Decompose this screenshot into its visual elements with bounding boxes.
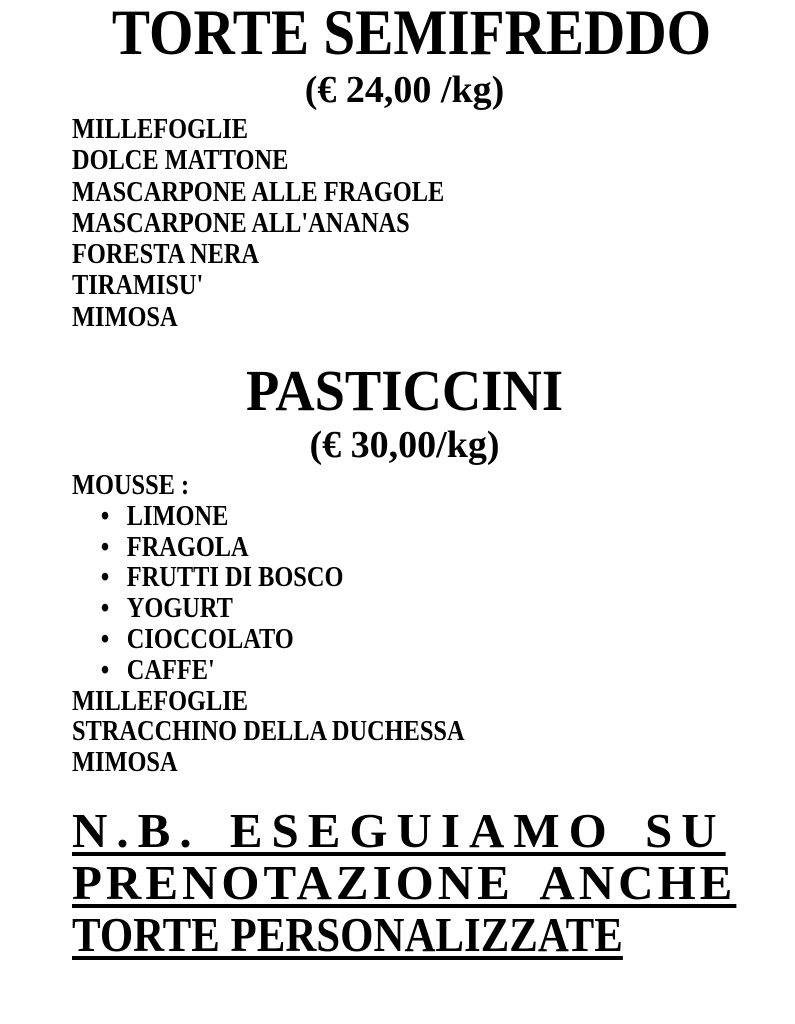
menu-item-bulleted	[72, 502, 651, 533]
note-line	[72, 857, 737, 909]
menu-item-bulleted	[72, 594, 651, 625]
menu-item: MILLEFOGLIE	[72, 685, 248, 717]
menu-item-label: CIOCCOLATO	[126, 624, 294, 656]
bullet-icon: •	[100, 500, 110, 532]
bullet-icon: •	[100, 654, 110, 686]
menu-item-label: FRAGOLA	[126, 531, 249, 563]
menu-item-bulleted	[72, 656, 651, 687]
note-line-text: PRENOTAZIONE ANCHE	[72, 855, 737, 911]
menu-item: FORESTA NERA	[72, 239, 260, 271]
note-line-text: N.B. ESEGUIAMO SU	[72, 803, 726, 859]
custom-cakes-note	[72, 805, 737, 961]
bullet-icon: •	[100, 593, 110, 625]
menu-item-bulleted	[72, 625, 651, 656]
menu-item-label: LIMONE	[126, 500, 229, 532]
menu-item-bulleted	[72, 533, 651, 564]
menu-item: STRACCHINO DELLA DUCHESSA	[72, 716, 465, 748]
menu-item: MIMOSA	[72, 301, 178, 333]
bullet-icon: •	[100, 624, 110, 656]
note-line	[72, 909, 737, 961]
menu-item: MASCARPONE ALL'ANANAS	[72, 207, 410, 239]
menu-item: DOLCE MATTONE	[72, 145, 289, 177]
menu-item: MASCARPONE ALLE FRAGOLE	[72, 176, 445, 208]
menu-item-label: YOGURT	[126, 593, 233, 625]
bullet-icon: •	[100, 562, 110, 594]
note-line-text: TORTE PERSONALIZZATE	[72, 907, 623, 963]
menu-item: MIMOSA	[72, 747, 178, 779]
menu-item-label: CAFFE'	[126, 654, 215, 686]
torte-semifreddo-list	[72, 114, 651, 333]
section-title-pasticcini: PASTICCINI	[245, 358, 564, 424]
section-title-torte-semifreddo: TORTE SEMIFREDDO	[111, 0, 712, 69]
note-line	[72, 805, 737, 857]
bullet-icon: •	[100, 531, 110, 563]
price-pasticcini: (€ 30,00/kg)	[309, 424, 500, 467]
section-pasticcini	[72, 358, 737, 779]
menu-item-label: FRUTTI DI BOSCO	[126, 562, 344, 594]
menu-item: MILLEFOGLIE	[72, 114, 248, 145]
menu-item: TIRAMISU'	[72, 270, 204, 302]
pasticcini-list	[72, 471, 651, 779]
mousse-subheading: MOUSSE :	[72, 470, 190, 502]
price-torte-semifreddo: (€ 24,00 /kg)	[304, 69, 505, 111]
menu-item-bulleted	[72, 563, 651, 594]
section-torte-semifreddo	[72, 2, 737, 333]
